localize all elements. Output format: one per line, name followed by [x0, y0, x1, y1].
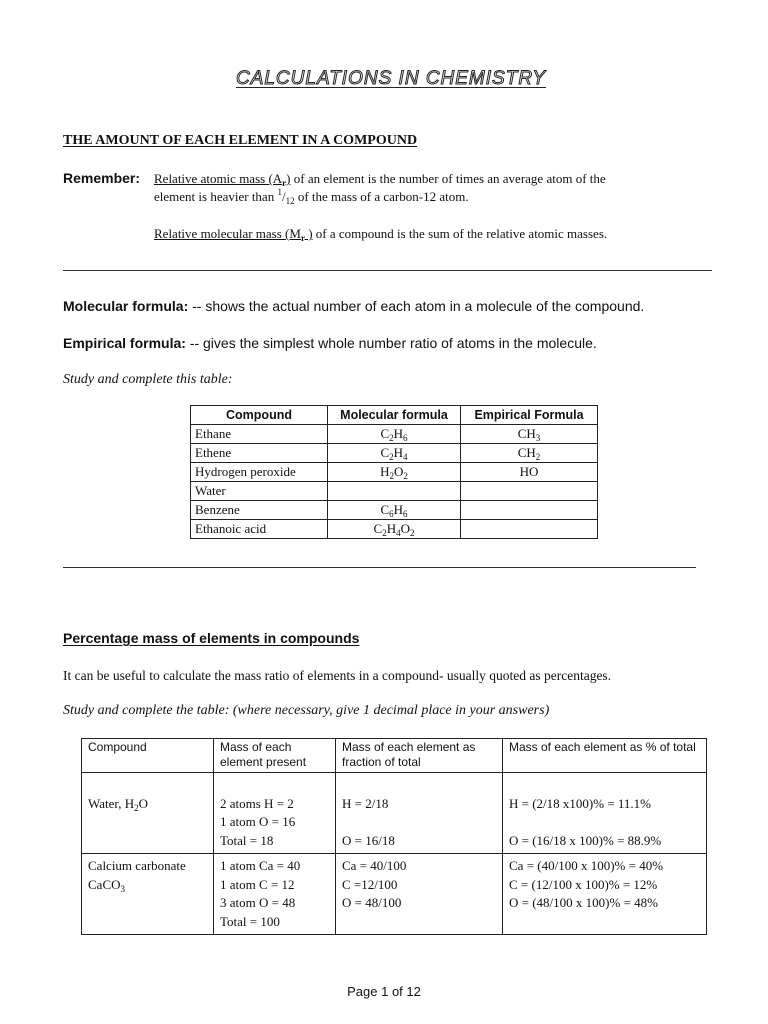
cell-empirical-formula — [461, 482, 598, 501]
formula-table — [190, 405, 598, 539]
cell-fraction-caco3: Ca = 40/100 C =12/100 O = 48/100 — [336, 854, 503, 935]
table-row — [191, 520, 598, 539]
cell-molecular-formula: $C_6H_6$ — [328, 501, 461, 520]
cell-compound: Hydrogen peroxide — [191, 463, 328, 482]
cell-compound: Ethane — [191, 425, 328, 444]
cell-compound: Ethene — [191, 444, 328, 463]
col-header-compound: Compound — [82, 739, 214, 773]
page-title: CALCULATIONS IN CHEMISTRY — [235, 68, 547, 89]
cell-percent-caco3: Ca = (40/100 x 100)% = 40% C = (12/100 x 100)% = 12% O = (48/100 x 100)% = 48% — [503, 854, 707, 935]
cell-molecular-formula: $C_2H_4O_2$ — [328, 520, 461, 539]
percentage-table — [81, 738, 707, 935]
col-header-compound: Compound — [191, 406, 328, 425]
table-row — [191, 425, 598, 444]
page-footer: Page 1 of 12 — [347, 984, 421, 999]
instruction-table-1: Study and complete this table: — [63, 372, 233, 387]
table-row-water — [82, 773, 707, 854]
cell-fraction-water: H = 2/18 O = 16/18 — [336, 773, 503, 854]
cell-mass-caco3: 1 atom Ca = 40 1 atom C = 12 3 atom O = 48 Total = 100 — [214, 854, 336, 935]
definition-relative-atomic-mass: Relative atomic mass $(A_r)$ of an element is the number of times an average atom of the element is heavier than $^1/_{12}$ of the mass of a carbon-12 atom. — [154, 171, 606, 206]
divider-1 — [63, 270, 712, 271]
table-row — [191, 501, 598, 520]
table-row-calcium-carbonate — [82, 854, 707, 935]
intro-paragraph: It can be useful to calculate the mass ratio of elements in a compound- usually quoted as percentages. — [63, 668, 612, 683]
cell-empirical-formula: $CH_3$ — [461, 425, 598, 444]
col-header-empirical-formula: Empirical Formula — [461, 406, 598, 425]
col-header-mass-present: Mass of each element present — [214, 739, 336, 773]
col-header-molecular-formula: Molecular formula — [328, 406, 461, 425]
cell-empirical-formula: HO — [461, 463, 598, 482]
cell-percent-water: H = (2/18 x100)% = 11.1% O = (16/18 x 100)% = 88.9% — [503, 773, 707, 854]
col-header-percent: Mass of each element as % of total — [503, 739, 707, 773]
cell-compound: Ethanoic acid — [191, 520, 328, 539]
term-relative-molecular-mass: Relative molecular mass ($M_r$ ) — [154, 226, 313, 243]
cell-molecular-formula: $C_2H_6$ — [328, 425, 461, 444]
cell-empirical-formula: $CH_2$ — [461, 444, 598, 463]
section-heading-percentage: Percentage mass of elements in compounds — [63, 630, 360, 646]
cell-mass-water: 2 atoms H = 2 1 atom O = 16 Total = 18 — [214, 773, 336, 854]
table-row — [191, 482, 598, 501]
cell-empirical-formula — [461, 501, 598, 520]
divider-2 — [63, 567, 696, 568]
table-header-row — [191, 406, 598, 425]
table-row — [191, 463, 598, 482]
cell-molecular-formula: $H_2O_2$ — [328, 463, 461, 482]
cell-compound: Benzene — [191, 501, 328, 520]
cell-compound-caco3: Calcium carbonate CaCO$_3$ — [82, 854, 214, 935]
section-heading-amount: THE AMOUNT OF EACH ELEMENT IN A COMPOUND — [63, 133, 418, 148]
cell-empirical-formula — [461, 520, 598, 539]
cell-compound-water: Water, $H_2O$ — [82, 773, 214, 854]
term-relative-atomic-mass: Relative atomic mass $(A_r)$ — [154, 171, 291, 188]
remember-label: Remember: — [63, 170, 141, 186]
empirical-formula-definition: Empirical formula: -- gives the simplest whole number ratio of atoms in the molecule. — [63, 335, 597, 351]
table-row — [191, 444, 598, 463]
molecular-formula-definition: Molecular formula: -- shows the actual number of each atom in a molecule of the compound. — [63, 298, 645, 314]
cell-molecular-formula — [328, 482, 461, 501]
instruction-table-2: Study and complete the table: (where necessary, give 1 decimal place in your answers) — [63, 703, 550, 718]
table-header-row — [82, 739, 707, 773]
cell-compound: Water — [191, 482, 328, 501]
col-header-fraction: Mass of each element as fraction of total — [336, 739, 503, 773]
cell-molecular-formula: $C_2H_4$ — [328, 444, 461, 463]
definition-relative-molecular-mass: Relative molecular mass ($M_r$ ) of a compound is the sum of the relative atomic masses. — [154, 226, 608, 243]
